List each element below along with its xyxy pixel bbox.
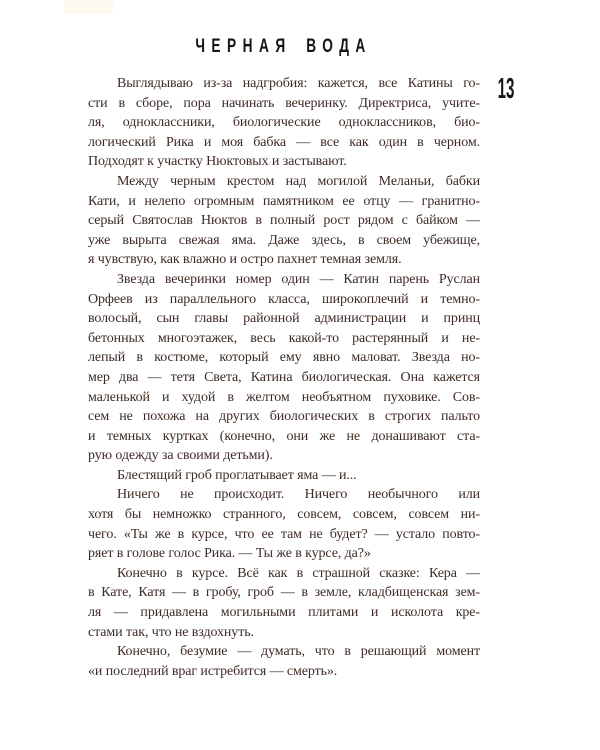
text-line: ряет в голове голос Рика. — Ты же в курсе, да?» [88,546,371,562]
text-line: чего. «Ты же в курсе, что ее там не будет? — устало повто- [88,526,480,542]
paragraph [88,485,480,563]
text-line: Ничего не происходит. Ничего необычного или [117,487,480,503]
paragraph [88,466,480,486]
text-line: в Кате, Катя — в гробу, гроб — в земле, кладбищенская зем- [88,585,480,601]
text-line: мер два — тетя Света, Катина биологическая. Она кажется [88,369,480,385]
text-line: Кати, и нелепо огромным памятником ее отцу — гранитно- [88,193,480,209]
text-line: логический Рика и моя бабка — все как один в черном. [88,134,480,150]
chapter-title: ЧЕРНАЯ ВОДА [195,36,373,57]
body-text [88,74,480,681]
paragraph [88,642,480,681]
text-line: Орфеев из параллельного класса, широкоплечий и темно- [88,291,480,307]
text-line: волосый, сын главы районной администрации и принц [88,311,480,327]
text-line: сем не похожа на других биологических в строгих пальто [88,409,480,425]
text-line: Между черным крестом над могилой Меланьи, бабки [117,173,480,189]
paragraph [88,172,480,270]
text-line: маленькой и худой в желтом необъятном пуховике. Сов- [88,389,480,405]
page-header [88,36,480,58]
text-line: сти в сборе, пора начинать вечеринку. Директриса, учите- [88,95,480,111]
text-line: Выглядываю из-за надгробия: кажется, все Катины го- [117,76,480,91]
text-line: Конечно, безумие — думать, что в решающий момент [117,644,480,660]
text-line: ля, одноклассники, биологические одноклассников, био- [88,115,480,131]
text-line: ля — придавлена могильными плитами и исколота кре- [88,605,480,621]
paragraph [88,564,480,642]
page-number: 13 [497,73,515,105]
text-line: Блестящий гроб проглатывает яма — и... [117,467,357,483]
text-line: Конечно в курсе. Всё как в страшной сказке: Кера — [117,565,480,581]
text-line: Звезда вечеринки номер один — Катин парень Руслан [117,271,480,287]
paragraph [88,270,480,466]
text-line: бетонных многоэтажек, весь какой-то растерянный и не- [88,330,480,346]
text-line: и темных куртках (конечно, они же не донашивают ста- [88,428,480,444]
text-line: хотя бы немножко странного, совсем, совсем, совсем ни- [88,507,480,523]
text-line: стами так, что не вздохнуть. [88,624,254,640]
text-line: Подходят к участку Нюктовых и застывают. [88,154,347,170]
text-line: серый Святослав Нюктов в полный рост рядом с байком — [88,213,480,229]
text-line: я чувствую, как влажно и остро пахнет темная земля. [88,252,402,268]
text-line: уже вырыта свежая яма. Даже здесь, в своем убежище, [88,232,480,248]
text-line: рую одежду за своими детьми). [88,448,273,464]
text-line: «и последний враг истребится — смерть». [88,663,338,679]
paragraph [88,74,480,172]
corner-highlight-mark [64,0,113,14]
text-line: лепый в костюме, который ему явно маловат. Звезда но- [88,350,480,366]
